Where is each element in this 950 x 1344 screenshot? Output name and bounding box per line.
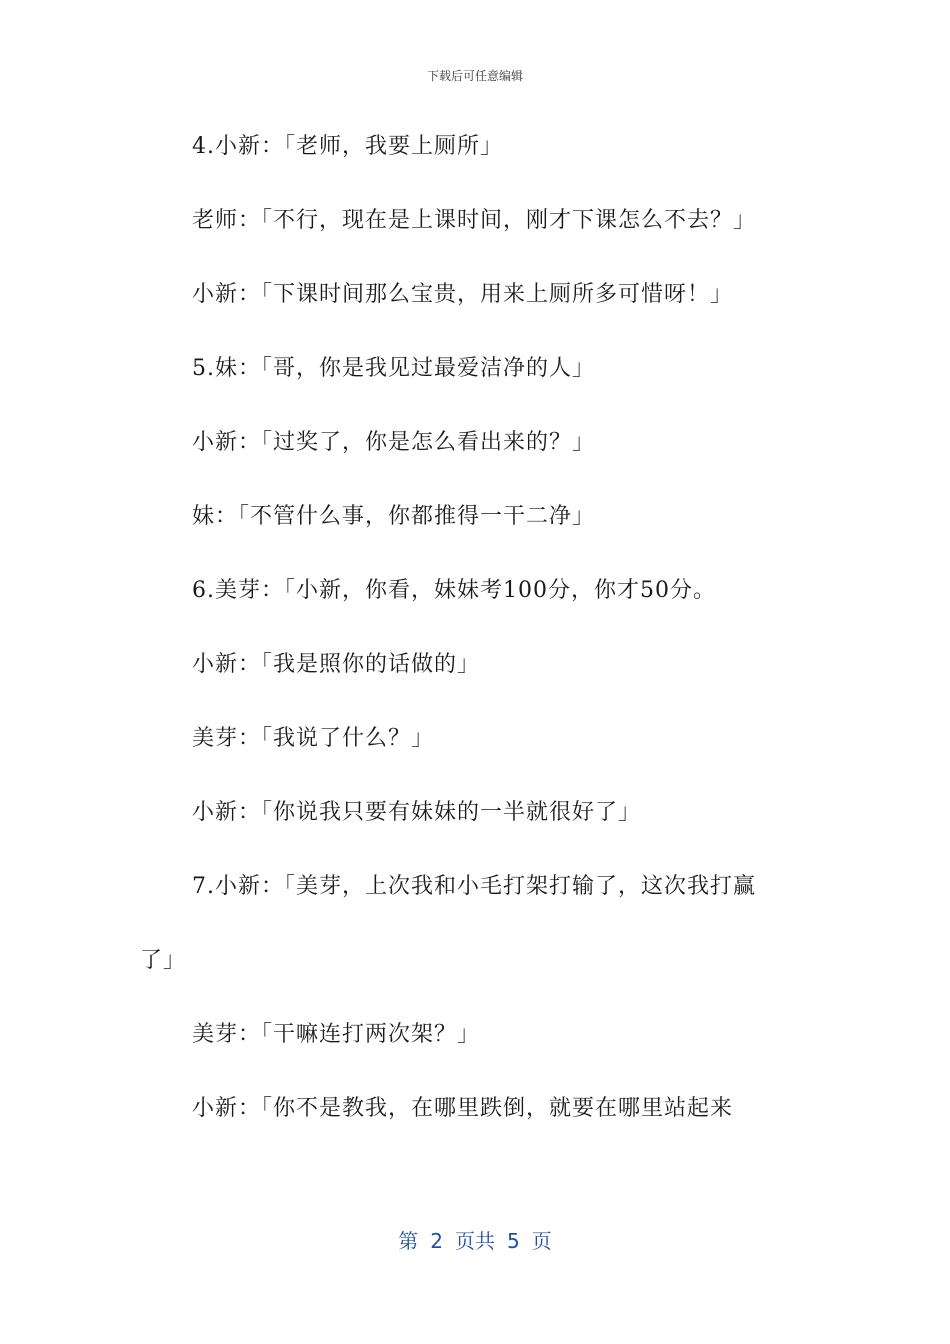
total-pages-number: 5 — [507, 1229, 520, 1253]
text-line: 小新：「过奖了，你是怎么看出来的？」 — [192, 430, 596, 455]
page-label-suffix: 页 — [531, 1229, 552, 1253]
current-page-number: 2 — [430, 1229, 443, 1253]
text-line: 5.妹：「哥，你是我见过最爱洁净的人」 — [192, 356, 595, 381]
text-line: 小新：「我是照你的话做的」 — [192, 652, 481, 677]
page-label-prefix: 第 — [398, 1229, 419, 1253]
text-line: 小新：「下课时间那么宝贵，用来上厕所多可惜呀！」 — [192, 282, 734, 307]
text-line: 美芽：「干嘛连打两次架？」 — [192, 1022, 481, 1047]
page-label-mid: 页共 — [455, 1229, 495, 1253]
document-body — [140, 128, 800, 1164]
text-line: 6.美芽：「小新，你看，妹妹考100分，你才50分。 — [192, 578, 716, 603]
text-line: 老师：「不行，现在是上课时间，刚才下课怎么不去？」 — [192, 208, 757, 233]
text-line-continuation: 了」 — [140, 948, 187, 973]
page-number-footer — [0, 1225, 950, 1254]
text-line: 4.小新：「老师，我要上厕所」 — [192, 134, 503, 159]
page-header: 下载后可任意编辑 — [426, 69, 523, 83]
text-line: 美芽：「我说了什么？」 — [192, 726, 435, 751]
text-line: 妹：「不管什么事，你都推得一干二净」 — [192, 504, 596, 529]
text-line: 7.小新：「美芽，上次我和小毛打架打输了，这次我打赢 — [192, 874, 756, 899]
text-line: 小新：「你说我只要有妹妹的一半就很好了」 — [192, 800, 642, 825]
text-line: 小新：「你不是教我，在哪里跌倒，就要在哪里站起来 — [192, 1096, 734, 1121]
